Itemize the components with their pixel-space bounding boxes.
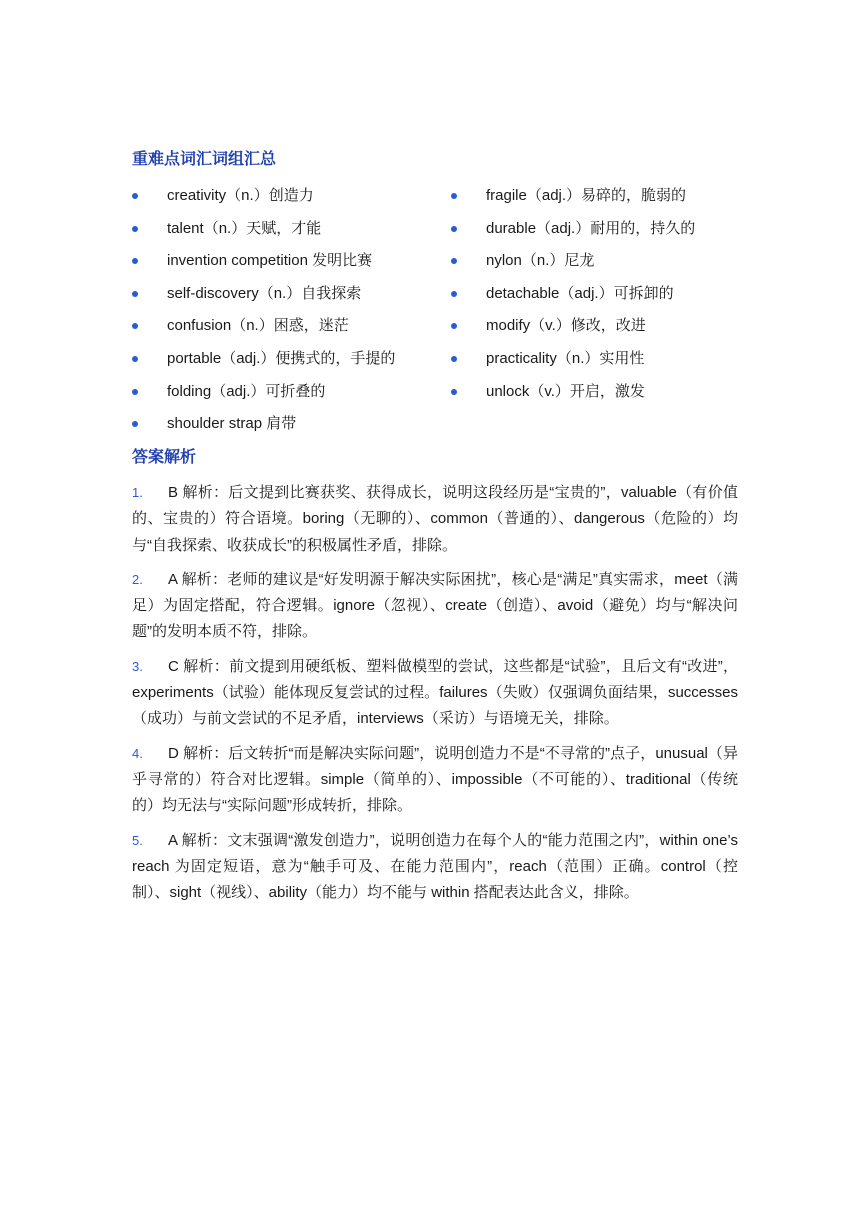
vocab-text: fragile（adj.）易碎的，脆弱的 bbox=[486, 187, 687, 204]
vocab-text: confusion（n.）困惑，迷茫 bbox=[167, 317, 349, 335]
bullet-icon bbox=[451, 291, 457, 297]
answer-number: 1. bbox=[132, 485, 143, 500]
answer-item bbox=[132, 654, 738, 733]
answer-item bbox=[132, 828, 738, 907]
vocab-text: detachable（adj.）可拆卸的 bbox=[486, 284, 674, 302]
answer-text: A 解析：文末强调“激发创造力”，说明创造力在每个人的“能力范围之内”，within one’s reach 为固定短语，意为“触手可及、在能力范围内”，reach（范围）正确。control（控制）、sight（视线）、ability（能力）均不能与 within 搭配表达此含义，排除。 bbox=[132, 831, 738, 902]
bullet-icon bbox=[451, 356, 457, 362]
answer-text: D 解析：后文转折“而是解决实际问题”，说明创造力不是“不寻常的”点子，unusual（异乎寻常的）符合对比逻辑。simple（简单的）、impossible（不可能的）、traditional（传统的）均无法与“实际问题”形成转折，排除。 bbox=[132, 744, 738, 815]
vocab-text: durable（adj.）耐用的，持久的 bbox=[486, 219, 696, 237]
bullet-icon bbox=[132, 258, 138, 264]
vocab-section-title: 重难点词汇词组汇总 bbox=[132, 151, 277, 168]
answer-text: A 解析：老师的建议是“好发明源于解决实际困扰”，核心是“满足”真实需求，meet（满足）为固定搭配，符合逻辑。ignore（忽视）、create（创造）、avoid（避免）均与“解决问题”的发明本质不符，排除。 bbox=[132, 570, 738, 641]
vocab-text: self-discovery（n.）自我探索 bbox=[167, 284, 362, 302]
answer-list bbox=[132, 480, 738, 914]
vocab-text: practicality（n.）实用性 bbox=[486, 349, 645, 367]
vocab-text: talent（n.）天赋，才能 bbox=[167, 219, 322, 237]
vocab-text: folding（adj.）可折叠的 bbox=[167, 382, 326, 400]
vocab-text: creativity（n.）创造力 bbox=[167, 187, 314, 204]
bullet-icon bbox=[451, 389, 457, 395]
vocab-text: invention competition 发明比赛 bbox=[167, 252, 373, 270]
answer-number: 4. bbox=[132, 745, 143, 761]
bullet-icon bbox=[132, 421, 138, 427]
vocab-text: shoulder strap 肩带 bbox=[167, 415, 297, 433]
bullet-icon bbox=[132, 389, 138, 395]
vocab-text: unlock（v.）开启，激发 bbox=[486, 382, 645, 400]
answer-item bbox=[132, 480, 738, 559]
bullet-icon bbox=[451, 226, 457, 232]
answer-item bbox=[132, 567, 738, 646]
answer-number: 2. bbox=[132, 571, 143, 587]
bullet-icon bbox=[451, 323, 457, 329]
answers-section-title: 答案解析 bbox=[132, 449, 197, 466]
answer-number: 3. bbox=[132, 658, 143, 674]
bullet-icon bbox=[132, 226, 138, 232]
bullet-icon bbox=[451, 193, 457, 199]
bullet-icon bbox=[132, 291, 138, 297]
bullet-icon bbox=[451, 258, 457, 264]
vocab-text: nylon（n.）尼龙 bbox=[486, 252, 595, 270]
answer-text: B 解析：后文提到比赛获奖、获得成长，说明这段经历是“宝贵的”，valuable（有价值的、宝贵的）符合语境。boring（无聊的）、common（普通的）、dangerous（危险的）均与“自我探索、收获成长”的积极属性矛盾，排除。 bbox=[132, 484, 738, 554]
bullet-icon bbox=[132, 356, 138, 362]
vocab-text: modify（v.）修改，改进 bbox=[486, 317, 646, 335]
bullet-icon bbox=[132, 193, 138, 199]
vocab-text: portable（adj.）便携式的，手提的 bbox=[167, 349, 396, 367]
answer-text: C 解析：前文提到用硬纸板、塑料做模型的尝试，这些都是“试验”，且后文有“改进”，experiments（试验）能体现反复尝试的过程。failures（失败）仅强调负面结果，successes（成功）与前文尝试的不足矛盾，interviews（采访）与语境无关，排除。 bbox=[132, 657, 738, 728]
answer-item bbox=[132, 741, 738, 820]
bullet-icon bbox=[132, 323, 138, 329]
answer-number: 5. bbox=[132, 832, 143, 848]
